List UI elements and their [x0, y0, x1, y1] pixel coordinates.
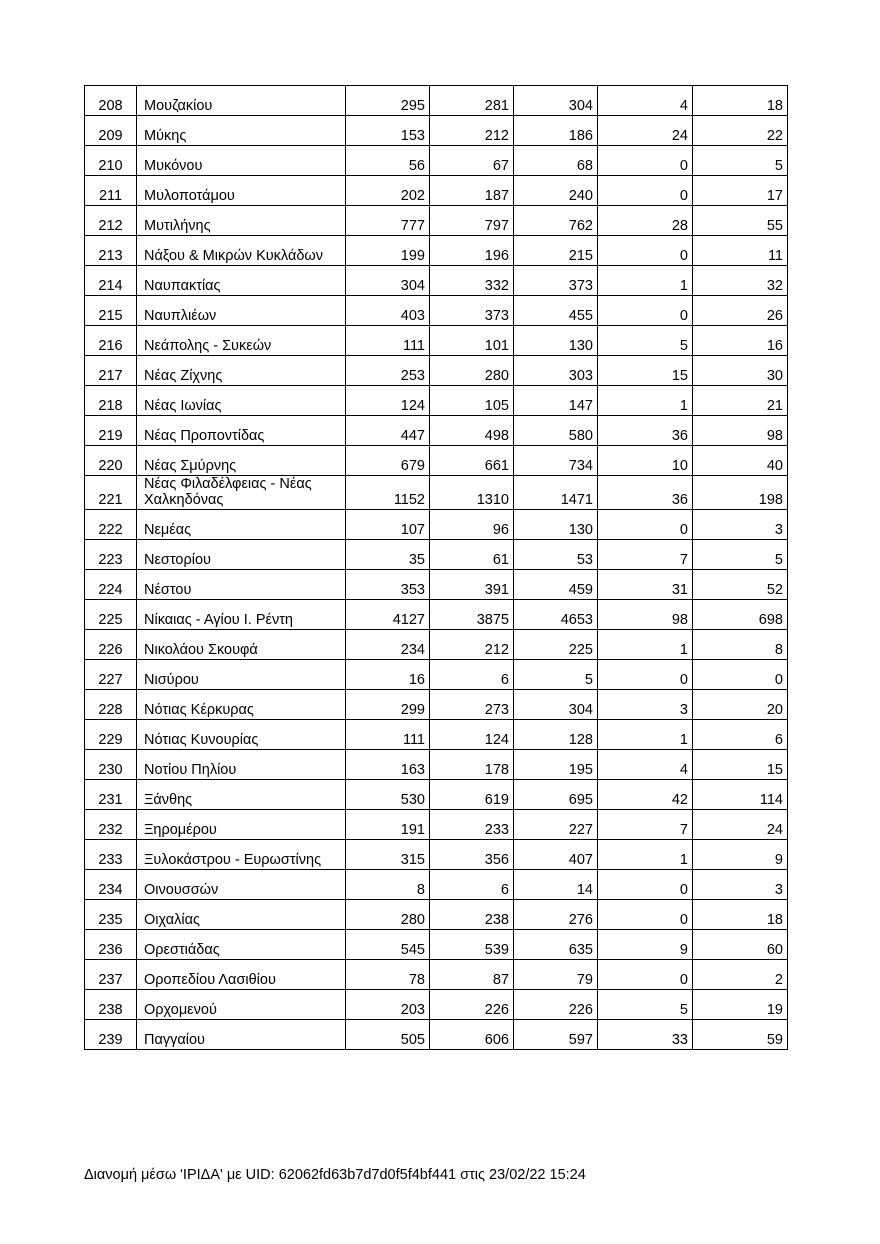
municipality-name: Μουζακίου — [137, 86, 346, 116]
table-row — [85, 296, 788, 326]
value-col-3: 53 — [514, 540, 598, 570]
value-col-2: 539 — [430, 930, 514, 960]
table-row — [85, 386, 788, 416]
municipality-name: Νότιας Κέρκυρας — [137, 690, 346, 720]
value-col-1: 78 — [346, 960, 430, 990]
value-col-4: 4 — [598, 750, 693, 780]
table-row — [85, 600, 788, 630]
municipality-name: Νέστου — [137, 570, 346, 600]
value-col-1: 295 — [346, 86, 430, 116]
row-number: 232 — [85, 810, 137, 840]
value-col-3: 1471 — [514, 476, 598, 510]
value-col-4: 28 — [598, 206, 693, 236]
value-col-3: 407 — [514, 840, 598, 870]
row-number: 213 — [85, 236, 137, 266]
value-col-1: 299 — [346, 690, 430, 720]
value-col-5: 5 — [693, 146, 788, 176]
value-col-5: 114 — [693, 780, 788, 810]
value-col-4: 0 — [598, 870, 693, 900]
row-number: 214 — [85, 266, 137, 296]
distribution-footer: Διανομή μέσω 'ΙΡΙΔΑ' με UID: 62062fd63b7d7d0f5f4bf441 στις 23/02/22 15:24 — [84, 1167, 586, 1183]
value-col-4: 0 — [598, 146, 693, 176]
municipality-data-table — [84, 85, 788, 1050]
municipality-name: Οροπεδίου Λασιθίου — [137, 960, 346, 990]
value-col-5: 6 — [693, 720, 788, 750]
value-col-5: 60 — [693, 930, 788, 960]
value-col-3: 580 — [514, 416, 598, 446]
value-col-2: 101 — [430, 326, 514, 356]
value-col-3: 130 — [514, 510, 598, 540]
value-col-2: 280 — [430, 356, 514, 386]
row-number: 224 — [85, 570, 137, 600]
value-col-2: 61 — [430, 540, 514, 570]
row-number: 226 — [85, 630, 137, 660]
table-row — [85, 326, 788, 356]
value-col-1: 447 — [346, 416, 430, 446]
value-col-5: 0 — [693, 660, 788, 690]
value-col-4: 5 — [598, 326, 693, 356]
value-col-3: 303 — [514, 356, 598, 386]
value-col-3: 130 — [514, 326, 598, 356]
row-number: 236 — [85, 930, 137, 960]
row-number: 235 — [85, 900, 137, 930]
value-col-5: 98 — [693, 416, 788, 446]
value-col-4: 7 — [598, 540, 693, 570]
table-row — [85, 116, 788, 146]
value-col-3: 695 — [514, 780, 598, 810]
value-col-4: 3 — [598, 690, 693, 720]
row-number: 238 — [85, 990, 137, 1020]
value-col-3: 225 — [514, 630, 598, 660]
value-col-4: 1 — [598, 630, 693, 660]
value-col-5: 15 — [693, 750, 788, 780]
value-col-5: 52 — [693, 570, 788, 600]
value-col-1: 199 — [346, 236, 430, 266]
value-col-3: 762 — [514, 206, 598, 236]
value-col-3: 455 — [514, 296, 598, 326]
value-col-2: 6 — [430, 660, 514, 690]
value-col-1: 153 — [346, 116, 430, 146]
value-col-4: 42 — [598, 780, 693, 810]
value-col-1: 253 — [346, 356, 430, 386]
table-row — [85, 930, 788, 960]
value-col-2: 105 — [430, 386, 514, 416]
value-col-5: 3 — [693, 510, 788, 540]
value-col-5: 18 — [693, 86, 788, 116]
value-col-5: 24 — [693, 810, 788, 840]
table-row — [85, 236, 788, 266]
value-col-4: 15 — [598, 356, 693, 386]
value-col-5: 22 — [693, 116, 788, 146]
table-row — [85, 870, 788, 900]
value-col-4: 0 — [598, 236, 693, 266]
row-number: 223 — [85, 540, 137, 570]
value-col-2: 212 — [430, 630, 514, 660]
value-col-5: 19 — [693, 990, 788, 1020]
value-col-1: 191 — [346, 810, 430, 840]
table-row — [85, 206, 788, 236]
value-col-4: 1 — [598, 386, 693, 416]
row-number: 230 — [85, 750, 137, 780]
value-col-1: 545 — [346, 930, 430, 960]
value-col-5: 32 — [693, 266, 788, 296]
municipality-name: Ξάνθης — [137, 780, 346, 810]
value-col-2: 178 — [430, 750, 514, 780]
value-col-4: 1 — [598, 840, 693, 870]
value-col-2: 606 — [430, 1020, 514, 1050]
municipality-name: Μυτιλήνης — [137, 206, 346, 236]
table-body — [85, 86, 788, 1050]
value-col-2: 273 — [430, 690, 514, 720]
table-row — [85, 960, 788, 990]
value-col-5: 17 — [693, 176, 788, 206]
value-col-3: 68 — [514, 146, 598, 176]
value-col-1: 353 — [346, 570, 430, 600]
value-col-4: 0 — [598, 660, 693, 690]
value-col-1: 163 — [346, 750, 430, 780]
municipality-name: Ορεστιάδας — [137, 930, 346, 960]
value-col-3: 227 — [514, 810, 598, 840]
table-row — [85, 446, 788, 476]
value-col-1: 8 — [346, 870, 430, 900]
municipality-name: Ξηρομέρου — [137, 810, 346, 840]
value-col-4: 0 — [598, 176, 693, 206]
value-col-5: 20 — [693, 690, 788, 720]
municipality-name: Νότιας Κυνουρίας — [137, 720, 346, 750]
value-col-1: 530 — [346, 780, 430, 810]
value-col-5: 21 — [693, 386, 788, 416]
municipality-name: Μυλοποτάμου — [137, 176, 346, 206]
value-col-2: 87 — [430, 960, 514, 990]
table-row — [85, 750, 788, 780]
table-row — [85, 900, 788, 930]
value-col-2: 233 — [430, 810, 514, 840]
value-col-4: 5 — [598, 990, 693, 1020]
value-col-5: 2 — [693, 960, 788, 990]
value-col-5: 5 — [693, 540, 788, 570]
row-number: 228 — [85, 690, 137, 720]
value-col-2: 67 — [430, 146, 514, 176]
value-col-5: 8 — [693, 630, 788, 660]
municipality-name: Νικολάου Σκουφά — [137, 630, 346, 660]
value-col-1: 111 — [346, 326, 430, 356]
value-col-4: 9 — [598, 930, 693, 960]
value-col-3: 4653 — [514, 600, 598, 630]
value-col-3: 597 — [514, 1020, 598, 1050]
municipality-name: Νέας Σμύρνης — [137, 446, 346, 476]
value-col-4: 36 — [598, 476, 693, 510]
value-col-5: 40 — [693, 446, 788, 476]
value-col-2: 661 — [430, 446, 514, 476]
value-col-2: 356 — [430, 840, 514, 870]
value-col-1: 280 — [346, 900, 430, 930]
value-col-5: 59 — [693, 1020, 788, 1050]
row-number: 229 — [85, 720, 137, 750]
value-col-3: 128 — [514, 720, 598, 750]
municipality-name: Οινουσσών — [137, 870, 346, 900]
row-number: 227 — [85, 660, 137, 690]
value-col-2: 619 — [430, 780, 514, 810]
value-col-3: 14 — [514, 870, 598, 900]
value-col-5: 698 — [693, 600, 788, 630]
row-number: 216 — [85, 326, 137, 356]
value-col-2: 797 — [430, 206, 514, 236]
table-row — [85, 266, 788, 296]
value-col-2: 238 — [430, 900, 514, 930]
value-col-1: 234 — [346, 630, 430, 660]
row-number: 222 — [85, 510, 137, 540]
value-col-2: 332 — [430, 266, 514, 296]
value-col-1: 777 — [346, 206, 430, 236]
value-col-4: 24 — [598, 116, 693, 146]
row-number: 219 — [85, 416, 137, 446]
value-col-1: 403 — [346, 296, 430, 326]
table-row — [85, 476, 788, 510]
row-number: 221 — [85, 476, 137, 510]
row-number: 217 — [85, 356, 137, 386]
municipality-name: Νεστορίου — [137, 540, 346, 570]
value-col-4: 10 — [598, 446, 693, 476]
value-col-3: 635 — [514, 930, 598, 960]
value-col-2: 1310 — [430, 476, 514, 510]
municipality-name: Ξυλοκάστρου - Ευρωστίνης — [137, 840, 346, 870]
municipality-name: Ναυπακτίας — [137, 266, 346, 296]
value-col-4: 98 — [598, 600, 693, 630]
municipality-name: Νίκαιας - Αγίου Ι. Ρέντη — [137, 600, 346, 630]
value-col-2: 212 — [430, 116, 514, 146]
value-col-4: 0 — [598, 900, 693, 930]
value-col-1: 16 — [346, 660, 430, 690]
municipality-name: Νέας Ζίχνης — [137, 356, 346, 386]
value-col-2: 6 — [430, 870, 514, 900]
value-col-2: 391 — [430, 570, 514, 600]
value-col-5: 18 — [693, 900, 788, 930]
value-col-5: 26 — [693, 296, 788, 326]
value-col-4: 33 — [598, 1020, 693, 1050]
value-col-4: 4 — [598, 86, 693, 116]
value-col-1: 35 — [346, 540, 430, 570]
table-row — [85, 690, 788, 720]
municipality-name: Νέας Προποντίδας — [137, 416, 346, 446]
value-col-5: 30 — [693, 356, 788, 386]
municipality-name: Μύκης — [137, 116, 346, 146]
municipality-name: Νέας Φιλαδέλφειας - Νέας Χαλκηδόνας — [137, 476, 346, 510]
table-row — [85, 86, 788, 116]
table-row — [85, 630, 788, 660]
value-col-4: 0 — [598, 960, 693, 990]
row-number: 234 — [85, 870, 137, 900]
municipality-name: Νοτίου Πηλίου — [137, 750, 346, 780]
municipality-name: Νεάπολης - Συκεών — [137, 326, 346, 356]
value-col-4: 7 — [598, 810, 693, 840]
value-col-4: 1 — [598, 266, 693, 296]
value-col-3: 79 — [514, 960, 598, 990]
municipality-name: Νέας Ιωνίας — [137, 386, 346, 416]
table-row — [85, 810, 788, 840]
value-col-1: 505 — [346, 1020, 430, 1050]
table-row — [85, 570, 788, 600]
value-col-1: 124 — [346, 386, 430, 416]
value-col-2: 498 — [430, 416, 514, 446]
value-col-1: 315 — [346, 840, 430, 870]
value-col-5: 3 — [693, 870, 788, 900]
row-number: 231 — [85, 780, 137, 810]
table-row — [85, 660, 788, 690]
value-col-3: 240 — [514, 176, 598, 206]
value-col-5: 198 — [693, 476, 788, 510]
value-col-5: 9 — [693, 840, 788, 870]
row-number: 220 — [85, 446, 137, 476]
value-col-1: 56 — [346, 146, 430, 176]
value-col-3: 147 — [514, 386, 598, 416]
row-number: 237 — [85, 960, 137, 990]
value-col-3: 195 — [514, 750, 598, 780]
value-col-1: 202 — [346, 176, 430, 206]
value-col-3: 276 — [514, 900, 598, 930]
municipality-name: Παγγαίου — [137, 1020, 346, 1050]
value-col-3: 734 — [514, 446, 598, 476]
value-col-1: 679 — [346, 446, 430, 476]
value-col-5: 16 — [693, 326, 788, 356]
row-number: 233 — [85, 840, 137, 870]
row-number: 225 — [85, 600, 137, 630]
value-col-2: 96 — [430, 510, 514, 540]
value-col-2: 373 — [430, 296, 514, 326]
table-row — [85, 416, 788, 446]
table-row — [85, 356, 788, 386]
municipality-name: Νισύρου — [137, 660, 346, 690]
value-col-5: 55 — [693, 206, 788, 236]
value-col-4: 31 — [598, 570, 693, 600]
value-col-3: 226 — [514, 990, 598, 1020]
table-row — [85, 540, 788, 570]
value-col-2: 187 — [430, 176, 514, 206]
value-col-3: 373 — [514, 266, 598, 296]
value-col-1: 4127 — [346, 600, 430, 630]
row-number: 208 — [85, 86, 137, 116]
municipality-name: Νεμέας — [137, 510, 346, 540]
row-number: 210 — [85, 146, 137, 176]
value-col-2: 124 — [430, 720, 514, 750]
row-number: 218 — [85, 386, 137, 416]
value-col-2: 196 — [430, 236, 514, 266]
value-col-3: 5 — [514, 660, 598, 690]
value-col-2: 226 — [430, 990, 514, 1020]
row-number: 209 — [85, 116, 137, 146]
row-number: 212 — [85, 206, 137, 236]
table-row — [85, 840, 788, 870]
municipality-name: Ορχομενού — [137, 990, 346, 1020]
value-col-1: 107 — [346, 510, 430, 540]
row-number: 239 — [85, 1020, 137, 1050]
value-col-3: 215 — [514, 236, 598, 266]
table-row — [85, 146, 788, 176]
value-col-5: 11 — [693, 236, 788, 266]
value-col-2: 281 — [430, 86, 514, 116]
table-row — [85, 720, 788, 750]
table-row — [85, 510, 788, 540]
value-col-2: 3875 — [430, 600, 514, 630]
value-col-1: 1152 — [346, 476, 430, 510]
value-col-1: 111 — [346, 720, 430, 750]
value-col-1: 304 — [346, 266, 430, 296]
value-col-3: 304 — [514, 86, 598, 116]
municipality-name: Μυκόνου — [137, 146, 346, 176]
municipality-name: Νάξου & Μικρών Κυκλάδων — [137, 236, 346, 266]
value-col-3: 304 — [514, 690, 598, 720]
value-col-3: 459 — [514, 570, 598, 600]
value-col-4: 1 — [598, 720, 693, 750]
table-row — [85, 176, 788, 206]
value-col-4: 0 — [598, 510, 693, 540]
value-col-4: 36 — [598, 416, 693, 446]
row-number: 211 — [85, 176, 137, 206]
municipality-name: Οιχαλίας — [137, 900, 346, 930]
row-number: 215 — [85, 296, 137, 326]
table-row — [85, 1020, 788, 1050]
value-col-4: 0 — [598, 296, 693, 326]
table-row — [85, 780, 788, 810]
table-row — [85, 990, 788, 1020]
value-col-1: 203 — [346, 990, 430, 1020]
value-col-3: 186 — [514, 116, 598, 146]
municipality-name: Ναυπλιέων — [137, 296, 346, 326]
